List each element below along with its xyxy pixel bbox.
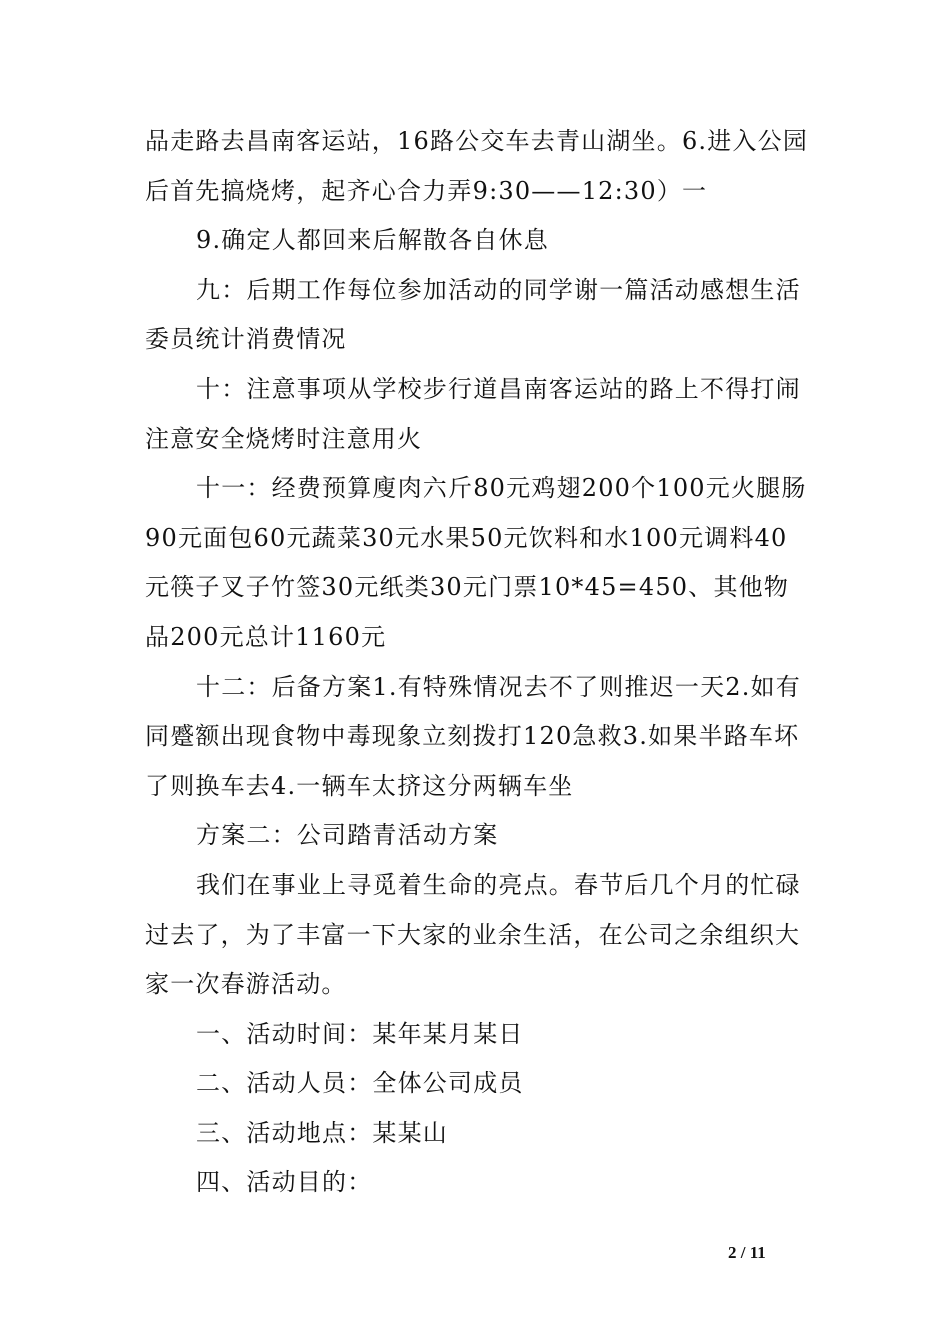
paragraph-11: 三、活动地点：某某山 bbox=[196, 1118, 448, 1147]
paragraph-1: 品走路去昌南客运站，16路公交车去青山湖坐。6.进入公园后首先搞烧烤，起齐心合力弄9:30——12:30）一 bbox=[145, 127, 809, 205]
paragraph-2: 9.确定人都回来后解散各自休息 bbox=[196, 226, 549, 255]
paragraph-9: 一、活动时间：某年某月某日 bbox=[196, 1019, 524, 1048]
paragraph-3: 九：后期工作每位参加活动的同学谢一篇活动感想生活委员统计消费情况 bbox=[145, 275, 801, 354]
page-number: 2 / 11 bbox=[728, 1243, 766, 1262]
paragraph-12: 四、活动目的： bbox=[196, 1168, 373, 1197]
document-body bbox=[145, 117, 810, 1208]
paragraph-6: 十二：后备方案1.有特殊情况去不了则推迟一天2.如有同蹙额出现食物中毒现象立刻拨打120急救3.如果半路车坏了则换车去4.一辆车太挤这分两辆车坐 bbox=[145, 672, 801, 800]
paragraph-5: 十一：经费预算廋肉六斤80元鸡翅200个100元火腿肠90元面包60元蔬菜30元水果50元饮料和水100元调料40元筷子叉子竹签30元纸类30元门票10*45=450、其他物品200元总计1160元 bbox=[145, 474, 807, 651]
paragraph-7: 方案二：公司踏青活动方案 bbox=[196, 821, 499, 850]
paragraph-8: 我们在事业上寻觅着生命的亮点。春节后几个月的忙碌过去了，为了丰富一下大家的业余生活，在公司之余组织大家一次春游活动。 bbox=[145, 870, 801, 999]
paragraph-4: 十：注意事项从学校步行道昌南客运站的路上不得打闹注意安全烧烤时注意用火 bbox=[145, 374, 801, 453]
paragraph-10: 二、活动人员：全体公司成员 bbox=[196, 1069, 524, 1098]
